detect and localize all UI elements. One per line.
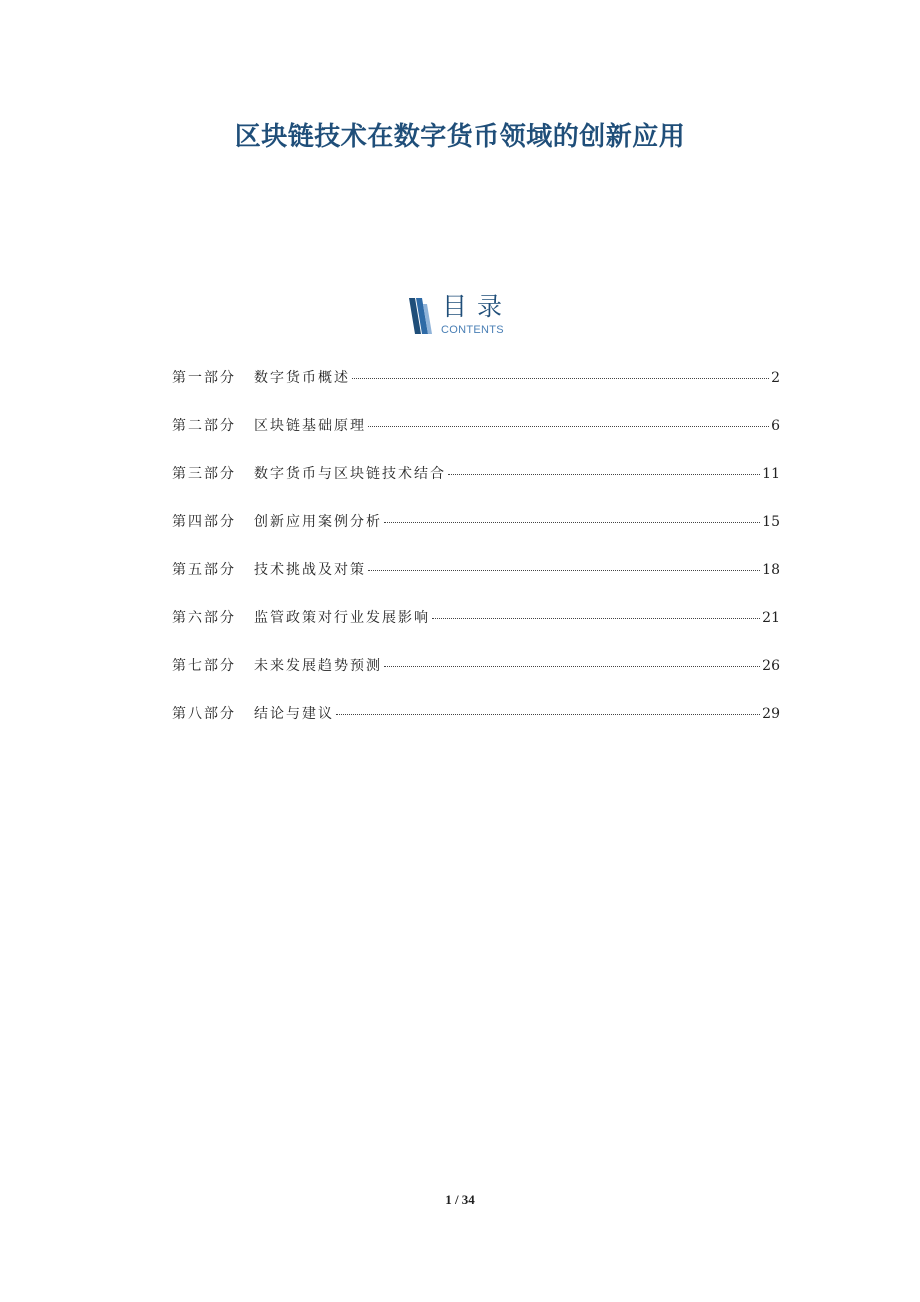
toc-section-name: 监管政策对行业发展影响 (254, 610, 430, 626)
toc-section-name: 结论与建议 (254, 706, 334, 722)
toc-page-number: 2 (771, 370, 780, 386)
document-title: 区块链技术在数字货币领域的创新应用 (234, 122, 686, 152)
toc-page-number: 11 (762, 466, 780, 482)
toc-entry[interactable] (172, 606, 780, 630)
toc-part-label: 第六部分 (172, 610, 236, 626)
toc-section-name: 数字货币与区块链技术结合 (254, 466, 446, 482)
toc-leader-dots (384, 522, 760, 523)
toc-leader-dots (352, 378, 769, 379)
toc-part-label: 第四部分 (172, 514, 236, 530)
toc-part-label: 第三部分 (172, 466, 236, 482)
toc-section-name: 技术挑战及对策 (254, 562, 366, 578)
toc-entry[interactable] (172, 414, 780, 438)
toc-section-name: 数字货币概述 (254, 370, 350, 386)
page-indicator: 1 / 34 (445, 1192, 475, 1207)
toc-entry[interactable] (172, 654, 780, 678)
toc-leader-dots (384, 666, 760, 667)
toc-list (172, 366, 780, 750)
toc-page-number: 6 (771, 418, 780, 434)
toc-entry[interactable] (172, 366, 780, 390)
toc-page-number: 18 (762, 562, 780, 578)
contents-logo-icon (408, 296, 434, 336)
toc-part-label: 第八部分 (172, 706, 236, 722)
toc-header (408, 292, 528, 338)
toc-page-number: 21 (762, 610, 780, 626)
toc-entry[interactable] (172, 462, 780, 486)
toc-page-number: 29 (762, 706, 780, 722)
toc-leader-dots (432, 618, 760, 619)
toc-part-label: 第一部分 (172, 370, 236, 386)
toc-section-name: 未来发展趋势预测 (254, 658, 382, 674)
toc-entry[interactable] (172, 702, 780, 726)
toc-leader-dots (368, 570, 760, 571)
toc-leader-dots (336, 714, 760, 715)
toc-part-label: 第七部分 (172, 658, 236, 674)
toc-heading: 目录 (442, 292, 513, 321)
toc-entry[interactable] (172, 558, 780, 582)
toc-subheading: CONTENTS (441, 324, 504, 336)
toc-page-number: 26 (762, 658, 780, 674)
toc-part-label: 第二部分 (172, 418, 236, 434)
toc-section-name: 创新应用案例分析 (254, 514, 382, 530)
toc-section-name: 区块链基础原理 (254, 418, 366, 434)
toc-leader-dots (448, 474, 760, 475)
toc-leader-dots (368, 426, 769, 427)
toc-page-number: 15 (762, 514, 780, 530)
toc-part-label: 第五部分 (172, 562, 236, 578)
toc-entry[interactable] (172, 510, 780, 534)
